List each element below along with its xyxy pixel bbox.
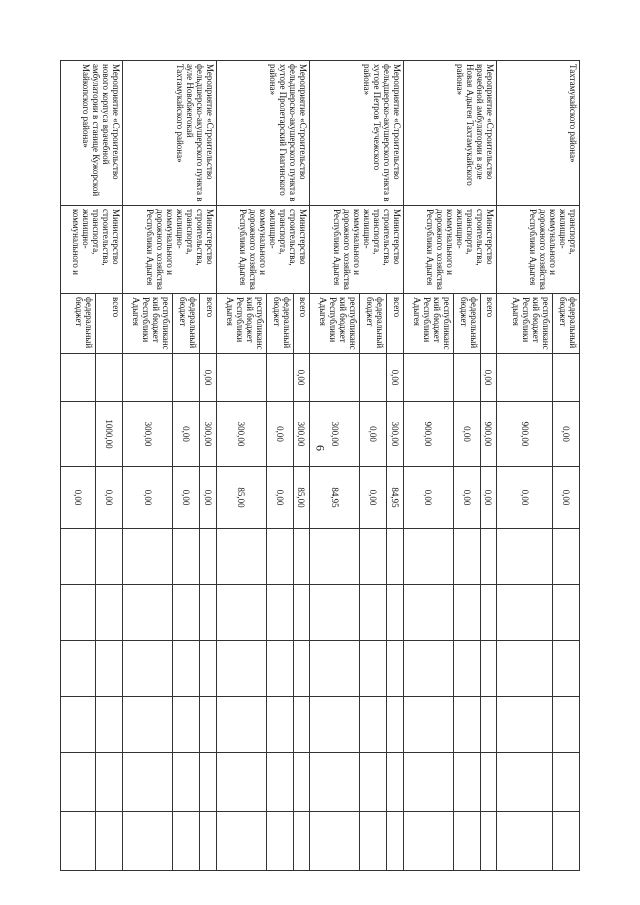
- empty-cell: [95, 585, 122, 641]
- value-cell-3: 0,00: [61, 467, 96, 529]
- value-cell-1: 0,00: [293, 354, 309, 402]
- source-cell: всего: [480, 294, 496, 354]
- value-cell-1: [266, 354, 293, 402]
- empty-cell: [360, 585, 387, 641]
- empty-cell: [360, 812, 387, 871]
- empty-cell: [200, 529, 216, 585]
- empty-cell: [553, 697, 580, 753]
- value-cell-3: 0,00: [200, 467, 216, 529]
- event-name-cell: Мероприятие «Строительство врачебной амбулатории в ауле Новая Адыгея Тахтамукайского района»: [403, 61, 496, 206]
- empty-cell: [266, 585, 293, 641]
- empty-cell: [293, 812, 309, 871]
- empty-cell: [497, 812, 553, 871]
- value-cell-3: 85,00: [216, 467, 266, 529]
- value-cell-2: 900,00: [497, 402, 553, 467]
- empty-cell: [61, 641, 96, 697]
- value-cell-1: [173, 354, 200, 402]
- empty-cell: [173, 753, 200, 812]
- empty-cell: [173, 697, 200, 753]
- empty-cell: [553, 753, 580, 812]
- empty-cell: [553, 529, 580, 585]
- empty-cell: [403, 812, 453, 871]
- empty-cell: [403, 585, 453, 641]
- event-name-cell: Мероприятие «Строительство фельдшерско-акушерского пункта в хуторе Петров Теучежского района»: [310, 61, 403, 206]
- value-cell-2: 300,00: [200, 402, 216, 467]
- empty-cell: [497, 641, 553, 697]
- empty-cell: [453, 641, 480, 697]
- executor-cell: Министерство строительства, транспорта, жилищно-коммунального и дорожного хозяйства Республики Адыгея: [403, 206, 496, 294]
- source-cell: всего: [293, 294, 309, 354]
- empty-cell: [453, 753, 480, 812]
- value-cell-3: 0,00: [95, 467, 122, 529]
- empty-cell: [95, 529, 122, 585]
- empty-cell: [480, 812, 496, 871]
- value-cell-3: 84,95: [387, 467, 403, 529]
- table-row: [553, 61, 580, 871]
- empty-cell: [61, 585, 96, 641]
- table-row: [480, 61, 496, 871]
- empty-cell: [360, 529, 387, 585]
- empty-cell: [553, 585, 580, 641]
- value-cell-3: 85,00: [293, 467, 309, 529]
- source-cell: федеральный бюджет: [453, 294, 480, 354]
- source-cell: федеральный бюджет: [173, 294, 200, 354]
- table-row: [293, 61, 309, 871]
- value-cell-3: 0,00: [173, 467, 200, 529]
- empty-cell: [95, 753, 122, 812]
- source-cell: республиканский бюджет Республики Адыгея: [310, 294, 360, 354]
- empty-cell: [173, 641, 200, 697]
- empty-cell: [216, 529, 266, 585]
- value-cell-2: 300,00: [123, 402, 173, 467]
- empty-cell: [123, 697, 173, 753]
- empty-cell: [216, 697, 266, 753]
- empty-cell: [266, 697, 293, 753]
- value-cell-1: [123, 354, 173, 402]
- executor-cell: транспорта, жилищно-коммунального и дорожного хозяйства Республики Адыгея: [497, 206, 580, 294]
- executor-cell: Министерство строительства, транспорта, жилищно-коммунального и дорожного хозяйства Республики Адыгея: [216, 206, 309, 294]
- source-cell: всего: [387, 294, 403, 354]
- event-name-cell: Мероприятие «Строительство нового корпуса врачебной амбулатории в станице Кужорской Майкопского района»: [61, 61, 123, 206]
- value-cell-2: 0,00: [266, 402, 293, 467]
- value-cell-2: [61, 402, 96, 467]
- empty-cell: [480, 697, 496, 753]
- value-cell-2: 900,00: [480, 402, 496, 467]
- empty-cell: [216, 585, 266, 641]
- source-cell: республиканский бюджет Республики Адыгея: [403, 294, 453, 354]
- rotated-table-wrapper: [60, 60, 580, 870]
- event-name-cell: Тахтамукайского района»: [497, 61, 580, 206]
- empty-cell: [453, 812, 480, 871]
- source-cell: республиканский бюджет Республики Адыгея: [123, 294, 173, 354]
- empty-cell: [403, 753, 453, 812]
- event-name-cell: Мероприятие «Строительство фельдшерско-акушерского пункта в ауле Новобжегокай Тахтамукайского района»: [123, 61, 216, 206]
- empty-cell: [123, 585, 173, 641]
- empty-cell: [480, 641, 496, 697]
- empty-cell: [403, 529, 453, 585]
- source-cell: республиканский бюджет Республики Адыгея: [216, 294, 266, 354]
- empty-cell: [310, 585, 360, 641]
- empty-cell: [173, 585, 200, 641]
- value-cell-3: 84,95: [310, 467, 360, 529]
- empty-cell: [293, 585, 309, 641]
- empty-cell: [310, 812, 360, 871]
- value-cell-1: [360, 354, 387, 402]
- empty-cell: [453, 529, 480, 585]
- empty-cell: [200, 641, 216, 697]
- empty-cell: [173, 529, 200, 585]
- value-cell-1: [310, 354, 360, 402]
- empty-cell: [497, 753, 553, 812]
- source-cell: республиканский бюджет Республики Адыгея: [497, 294, 553, 354]
- empty-cell: [387, 529, 403, 585]
- value-cell-1: 0,00: [387, 354, 403, 402]
- empty-cell: [266, 753, 293, 812]
- empty-cell: [403, 641, 453, 697]
- empty-cell: [453, 585, 480, 641]
- value-cell-2: 300,00: [293, 402, 309, 467]
- empty-cell: [387, 585, 403, 641]
- value-cell-2: 300,00: [387, 402, 403, 467]
- empty-cell: [387, 753, 403, 812]
- source-cell: федеральный бюджет: [266, 294, 293, 354]
- value-cell-3: 0,00: [553, 467, 580, 529]
- source-cell: всего: [95, 294, 122, 354]
- value-cell-2: 300,00: [216, 402, 266, 467]
- empty-cell: [61, 812, 96, 871]
- empty-cell: [95, 697, 122, 753]
- value-cell-2: 0,00: [453, 402, 480, 467]
- empty-cell: [553, 641, 580, 697]
- value-cell-1: [497, 354, 553, 402]
- empty-cell: [123, 753, 173, 812]
- empty-cell: [95, 812, 122, 871]
- value-cell-1: [403, 354, 453, 402]
- source-cell: федеральный бюджет: [61, 294, 96, 354]
- empty-cell: [497, 529, 553, 585]
- page-number: 6: [313, 445, 328, 451]
- event-name-cell: Мероприятие «Строительство фельдшерско-акушерского пункта в хуторе Пролетарский Гиагинского района»: [216, 61, 309, 206]
- empty-cell: [266, 812, 293, 871]
- value-cell-3: 0,00: [480, 467, 496, 529]
- value-cell-3: 0,00: [497, 467, 553, 529]
- table-row: [95, 61, 122, 871]
- value-cell-1: 0,00: [480, 354, 496, 402]
- value-cell-1: [95, 354, 122, 402]
- empty-cell: [200, 585, 216, 641]
- empty-cell: [216, 812, 266, 871]
- empty-cell: [480, 529, 496, 585]
- value-cell-2: 0,00: [553, 402, 580, 467]
- empty-cell: [200, 697, 216, 753]
- source-cell: федеральный бюджет: [360, 294, 387, 354]
- executor-cell: Министерство строительства, транспорта, жилищно-коммунального и: [61, 206, 123, 294]
- empty-cell: [310, 529, 360, 585]
- empty-cell: [453, 697, 480, 753]
- empty-cell: [216, 641, 266, 697]
- empty-cell: [387, 812, 403, 871]
- empty-cell: [360, 641, 387, 697]
- empty-cell: [123, 641, 173, 697]
- empty-cell: [293, 753, 309, 812]
- empty-cell: [266, 529, 293, 585]
- value-cell-1: [453, 354, 480, 402]
- empty-cell: [173, 812, 200, 871]
- table-row: [200, 61, 216, 871]
- executor-cell: Министерство строительства, транспорта, жилищно-коммунального и дорожного хозяйства Республики Адыгея: [123, 206, 216, 294]
- value-cell-3: 0,00: [453, 467, 480, 529]
- empty-cell: [95, 641, 122, 697]
- empty-cell: [360, 697, 387, 753]
- executor-cell: Министерство строительства, транспорта, жилищно-коммунального и дорожного хозяйства Республики Адыгея: [310, 206, 403, 294]
- empty-cell: [123, 529, 173, 585]
- empty-cell: [61, 529, 96, 585]
- empty-cell: [293, 529, 309, 585]
- empty-cell: [360, 753, 387, 812]
- empty-cell: [200, 753, 216, 812]
- value-cell-2: 0,00: [360, 402, 387, 467]
- table-row: [387, 61, 403, 871]
- budget-table: [60, 60, 580, 871]
- value-cell-2: 300,00: [310, 402, 360, 467]
- empty-cell: [293, 641, 309, 697]
- value-cell-1: [216, 354, 266, 402]
- empty-cell: [497, 585, 553, 641]
- empty-cell: [387, 697, 403, 753]
- value-cell-3: 0,00: [403, 467, 453, 529]
- empty-cell: [403, 697, 453, 753]
- value-cell-1: [553, 354, 580, 402]
- empty-cell: [310, 753, 360, 812]
- empty-cell: [497, 697, 553, 753]
- empty-cell: [310, 641, 360, 697]
- empty-cell: [480, 753, 496, 812]
- value-cell-1: [61, 354, 96, 402]
- value-cell-1: 0,00: [200, 354, 216, 402]
- value-cell-3: 0,00: [123, 467, 173, 529]
- value-cell-3: 0,00: [360, 467, 387, 529]
- empty-cell: [310, 697, 360, 753]
- empty-cell: [61, 753, 96, 812]
- empty-cell: [387, 641, 403, 697]
- empty-cell: [61, 697, 96, 753]
- source-cell: всего: [200, 294, 216, 354]
- value-cell-3: 0,00: [266, 467, 293, 529]
- value-cell-2: 1000,00: [95, 402, 122, 467]
- empty-cell: [553, 812, 580, 871]
- empty-cell: [480, 585, 496, 641]
- value-cell-2: 900,00: [403, 402, 453, 467]
- value-cell-2: 0,00: [173, 402, 200, 467]
- empty-cell: [123, 812, 173, 871]
- source-cell: федеральный бюджет: [553, 294, 580, 354]
- empty-cell: [200, 812, 216, 871]
- empty-cell: [293, 697, 309, 753]
- empty-cell: [266, 641, 293, 697]
- empty-cell: [216, 753, 266, 812]
